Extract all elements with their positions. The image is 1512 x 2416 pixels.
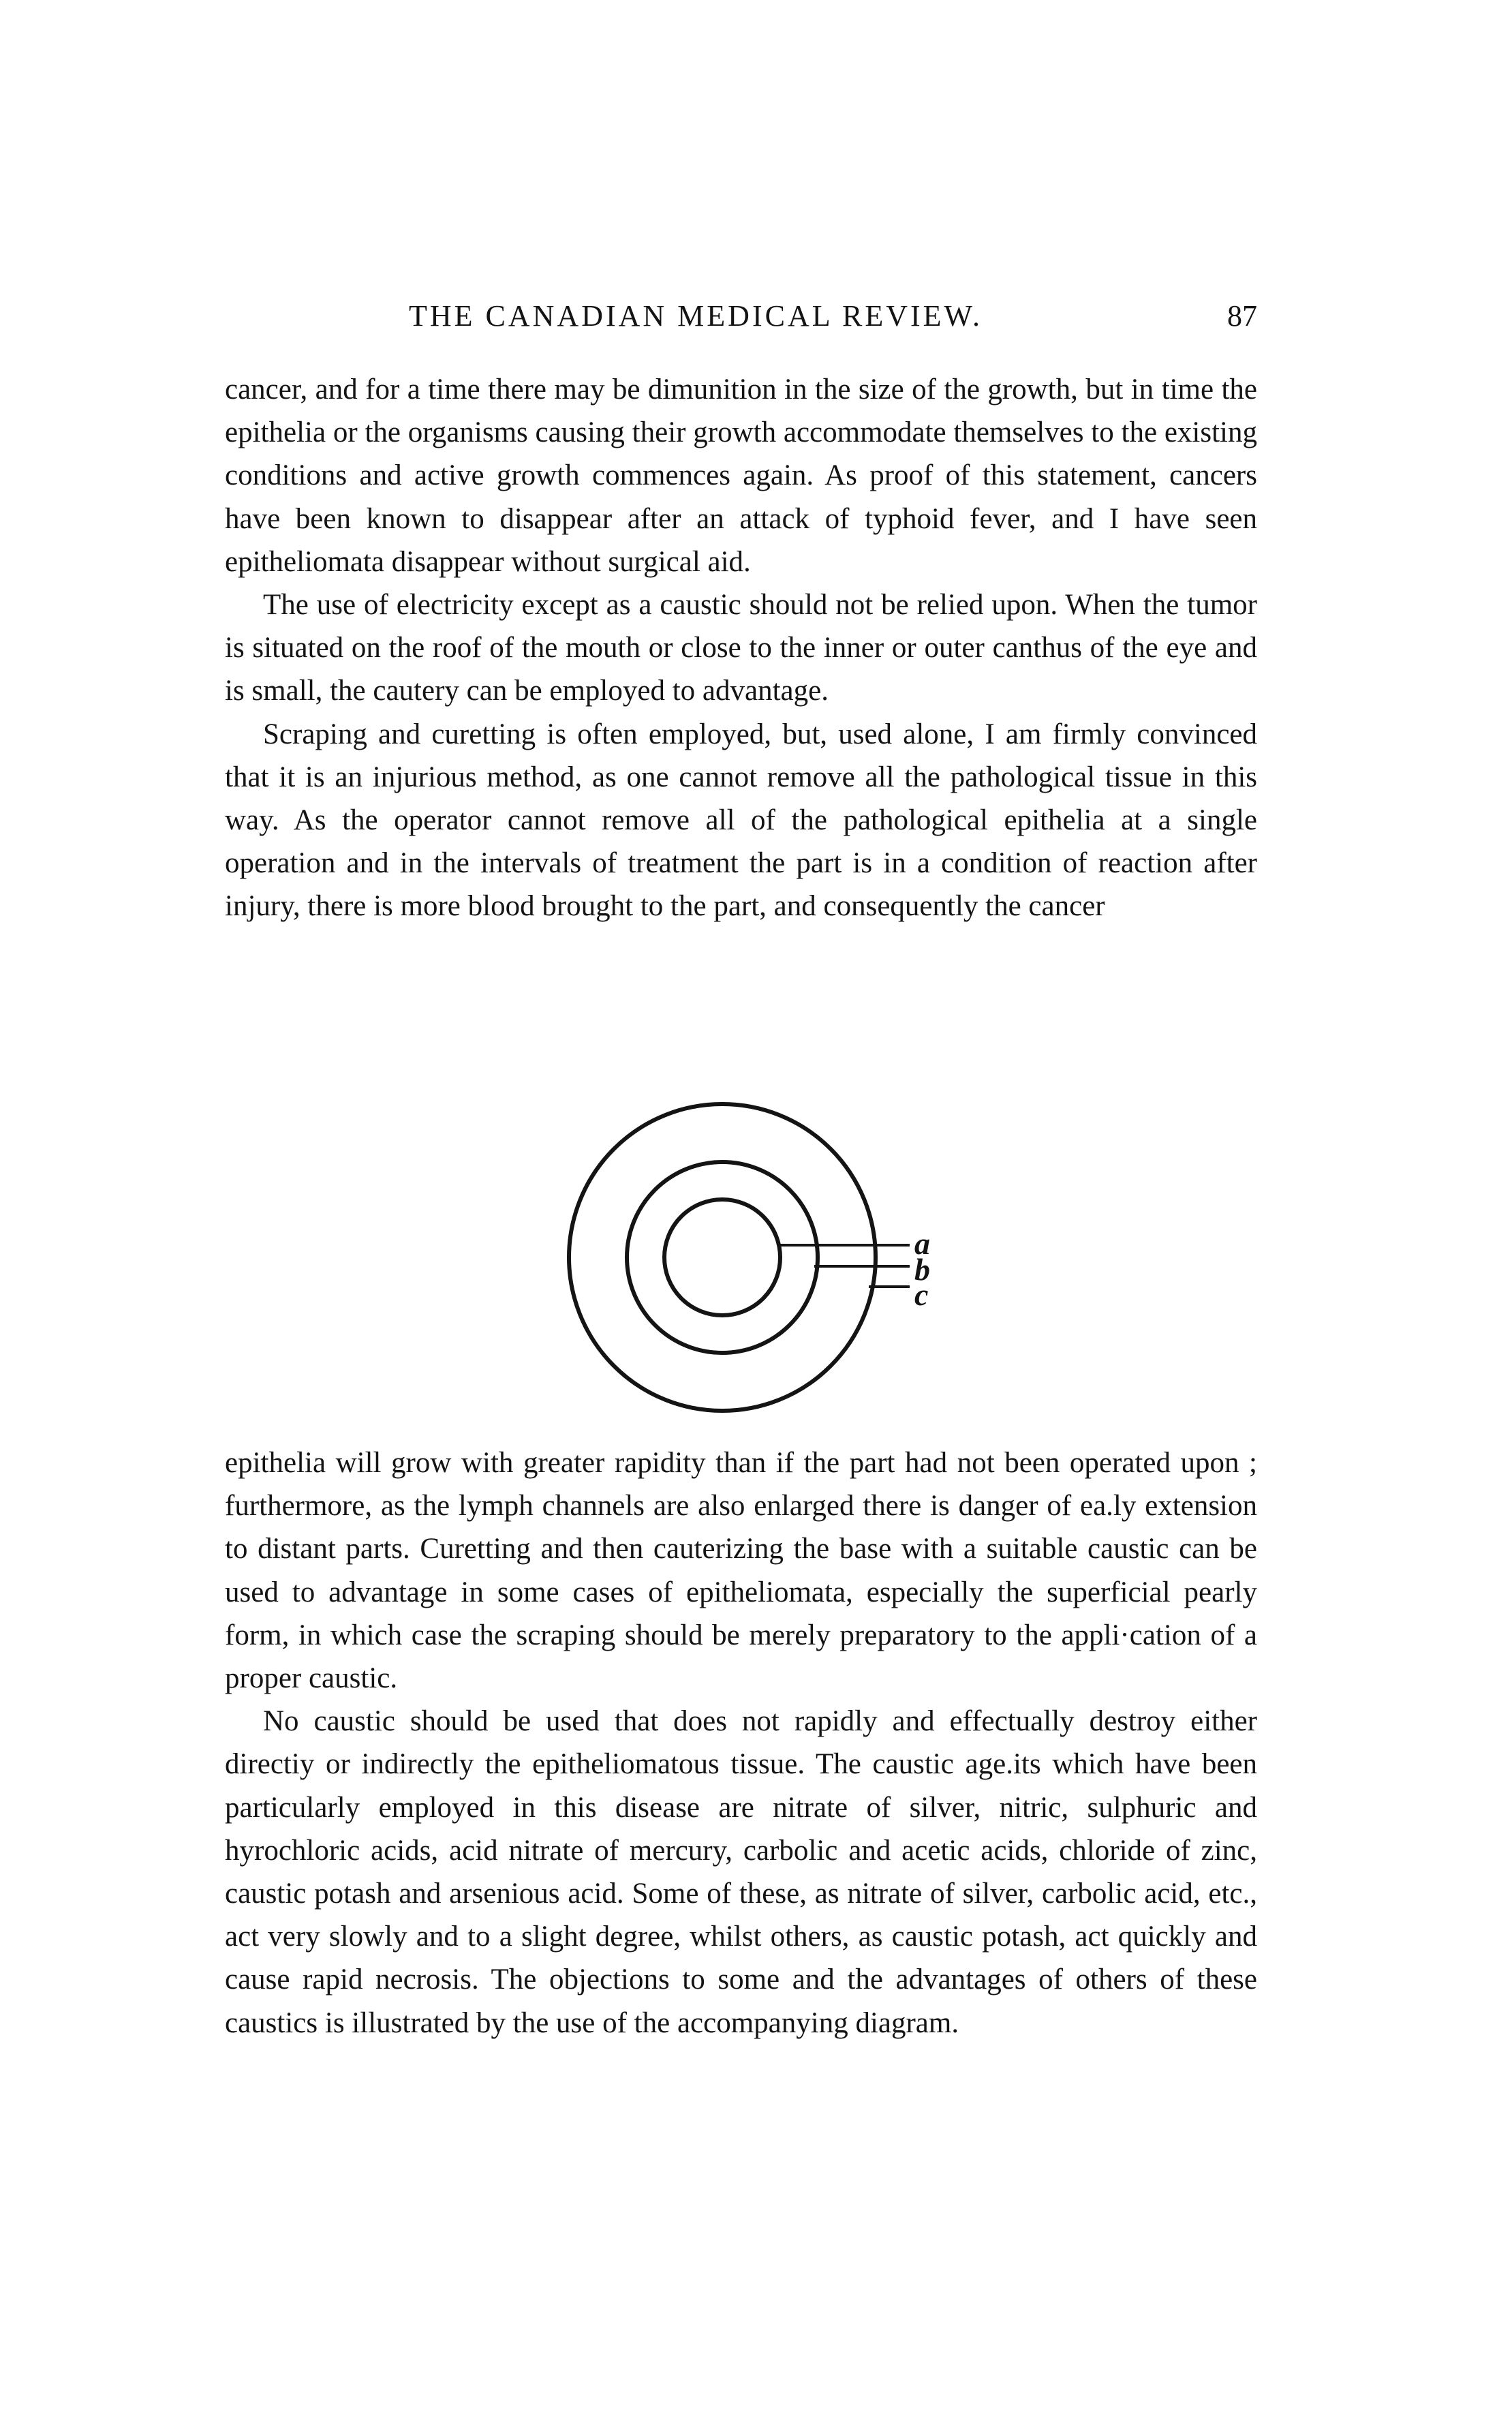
running-header xyxy=(225,299,1257,339)
paragraph-continuation: cancer, and for a time there may be dimunition in the size of the growth, but in time the epithelia or the organisms causing their growth accommodate themselves to the existing conditions and active growth commences again. As proof of this statement, cancers have been known to disappear after an attack of typhoid fever, and I have seen epitheliomata disappear without surgical aid. xyxy=(225,373,1257,578)
figure-label-b: b xyxy=(914,1252,930,1287)
diagram-svg xyxy=(559,1087,968,1428)
figure-label-c: c xyxy=(914,1277,929,1312)
middle-circle xyxy=(627,1162,818,1353)
paragraph-electricity: The use of electricity except as a caustic should not be relied upon. When the tumor is situated on the roof of the mouth or close to the inner or outer canthus of the eye and is small, the cautery can be employed to advantage. xyxy=(225,589,1257,707)
journal-title: THE CANADIAN MEDICAL REVIEW. xyxy=(409,299,983,333)
text-block-bottom xyxy=(225,1441,1257,2045)
paragraph-curetting: epithelia will grow with greater rapidity than if the part had not been operated upon ; furthermore, as the lymph channels are also enlarged there is danger of ea.ly extension to distant parts. Curetting and then cauterizing the base with a suitable caustic can be used to advantage in some cases of epitheliomata, especially the superficial pearly form, in which case the scraping should be merely preparatory to the appli·cation of a proper caustic. xyxy=(225,1447,1257,1695)
text-block-top xyxy=(225,368,1257,928)
inner-circle xyxy=(664,1199,780,1315)
figure-label-a: a xyxy=(914,1226,930,1261)
page-number: 87 xyxy=(1227,299,1257,333)
outer-circle xyxy=(569,1104,876,1411)
concentric-circle-diagram xyxy=(559,1087,968,1428)
paragraph-caustics: No caustic should be used that does not rapidly and effectually destroy either directiy or indirectly the epitheliomatous tissue. The caustic age.its which have been particularly employed in this disease are nitrate of silver, nitric, sulphuric and hyrochloric acids, acid nitrate of mercury, carbolic and acetic acids, chloride of zinc, caustic potash and arsenious acid. Some of these, as nitrate of silver, carbolic acid, etc., act very slowly and to a slight degree, whilst others, as caustic potash, act quickly and cause rapid necrosis. The objections to some and the advantages of others of these caustics is illustrated by the use of the accompanying diagram. xyxy=(225,1705,1257,2039)
paragraph-scraping: Scraping and curetting is often employed, but, used alone, I am firmly convinced that it is an injurious method, as one cannot remove all the pathological tissue in this way. As the operator cannot remove all of the pathological epithelia at a single operation and in the intervals of treatment the part is in a condition of reaction after injury, there is more blood brought to the part, and consequently the cancer xyxy=(225,718,1257,923)
